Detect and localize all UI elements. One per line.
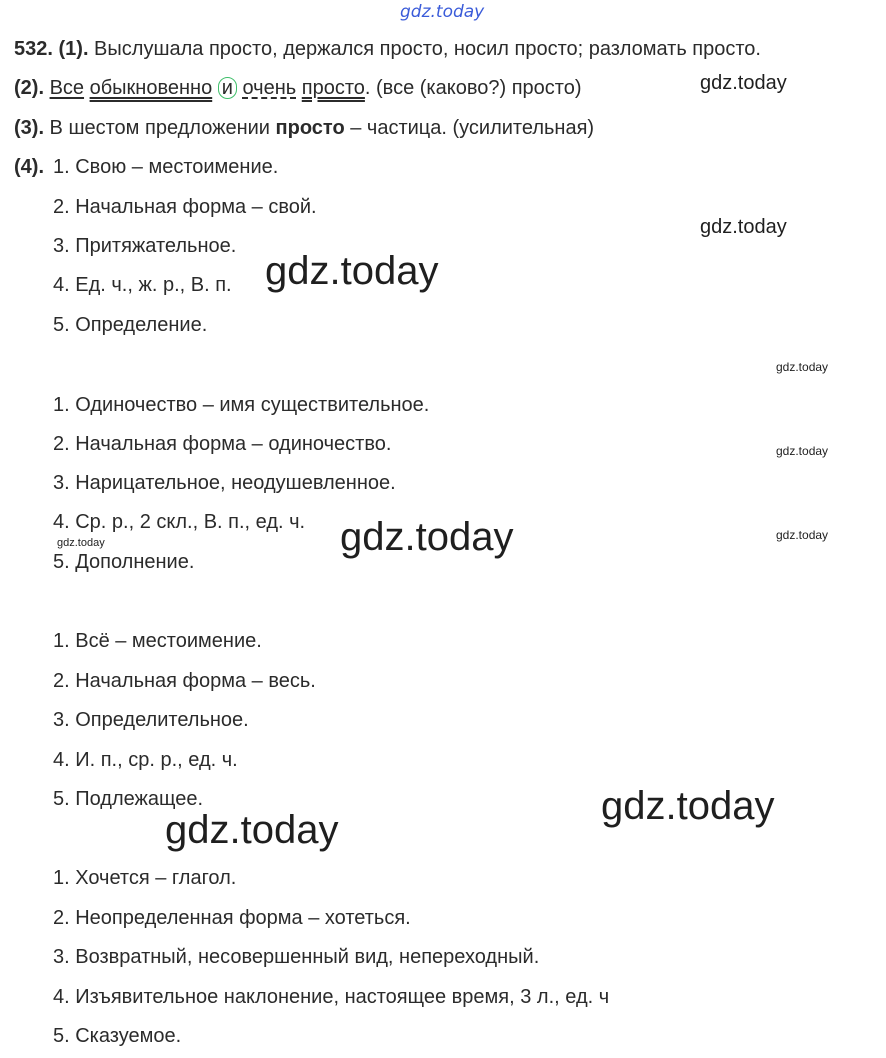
analysis-line: 3. Притяжательное. [53, 235, 237, 257]
watermark-large: gdz.today [601, 784, 775, 828]
part-label: (3). [14, 117, 44, 139]
analysis-line: 5. Подлежащее. [53, 788, 204, 810]
watermark-tiny: gdz.today [776, 444, 829, 458]
part-label: (1). [58, 38, 89, 60]
modifier-underlined: очень [242, 77, 297, 99]
exercise-number: 532. [14, 38, 53, 60]
watermark-large: gdz.today [340, 515, 514, 559]
part-text: – частица. (усилительная) [344, 117, 595, 139]
analysis-line: 3. Нарицательное, неодушевленное. [53, 472, 396, 494]
watermark-large: gdz.today [165, 808, 339, 852]
analysis-line: 4. Ср. р., 2 скл., В. п., ед. ч. [53, 511, 306, 533]
part-text: В шестом предложении [44, 117, 276, 139]
analysis-line: 2. Начальная форма – весь. [53, 670, 316, 692]
conjunction-circled: и [218, 77, 237, 99]
analysis-line: 4. Изъявительное наклонение, настоящее время, 3 л., ед. ч [53, 986, 610, 1008]
analysis-line: 5. Определение. [53, 314, 208, 336]
watermark-tiny: gdz.today [57, 537, 105, 549]
analysis-line: 1. Всё – местоимение. [53, 630, 262, 652]
predicate-underlined: просто [301, 77, 365, 99]
analysis-line: 2. Начальная форма – одиночество. [53, 433, 392, 455]
watermark-tiny: gdz.today [776, 528, 829, 542]
analysis-line: 3. Определительное. [53, 709, 249, 731]
watermark-top: gdz.today [400, 2, 485, 22]
analysis-line: 1. Свою – местоимение. [53, 156, 279, 178]
answer-part-1 [14, 37, 761, 61]
part-label: (2). [14, 77, 44, 99]
analysis-line: 4. Ед. ч., ж. р., В. п. [53, 274, 232, 296]
answer-part-2 [14, 76, 582, 100]
part-text: Выслушала просто, держался просто, носил просто; разломать просто. [88, 38, 761, 60]
watermark-small: gdz.today [700, 216, 787, 238]
analysis-line: 2. Начальная форма – свой. [53, 196, 317, 218]
analysis-line: 2. Неопределенная форма – хотеться. [53, 907, 411, 929]
bold-word: просто [275, 117, 345, 139]
part-text: . (все (каково?) просто) [364, 77, 582, 99]
analysis-line: 1. Хочется – глагол. [53, 867, 237, 889]
predicate-underlined: обыкновенно [89, 77, 213, 99]
watermark-tiny: gdz.today [776, 360, 829, 374]
subject-underlined: Все [49, 77, 85, 99]
watermark-small: gdz.today [700, 72, 787, 94]
part-label: (4). [14, 156, 44, 178]
answer-part-3 [14, 116, 594, 140]
analysis-line: 3. Возвратный, несовершенный вид, непереходный. [53, 946, 540, 968]
analysis-line: 1. Одиночество – имя существительное. [53, 394, 430, 416]
analysis-line: 5. Сказуемое. [53, 1025, 182, 1047]
analysis-line: 4. И. п., ср. р., ед. ч. [53, 749, 238, 771]
analysis-line: 5. Дополнение. [53, 551, 195, 573]
answer-part-4-label [14, 155, 44, 179]
watermark-large: gdz.today [265, 249, 439, 293]
